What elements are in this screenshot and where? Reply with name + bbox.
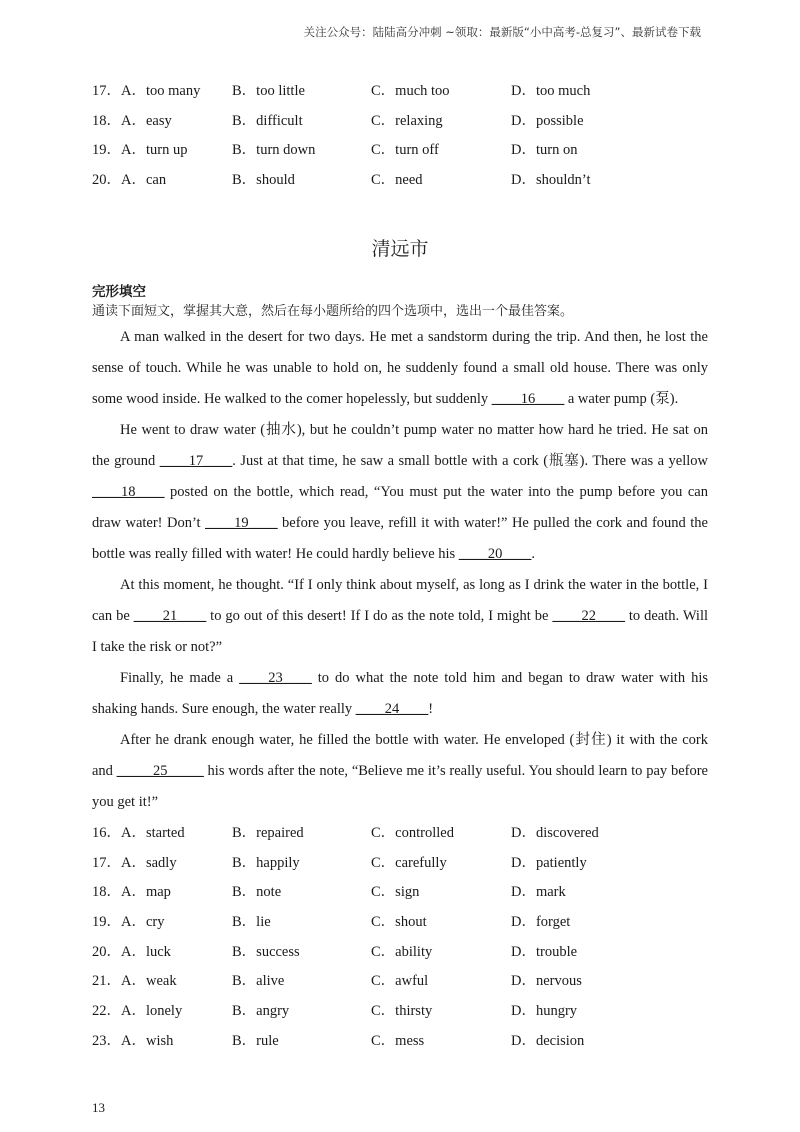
blank-17: ____17____ bbox=[159, 453, 233, 469]
paragraph: Finally, he made a ____23____ to do what the note told him and began to draw water with his shaking hands. Sure enough, the water really ____24____! bbox=[92, 670, 708, 717]
option-c: C．carefully bbox=[371, 854, 447, 871]
option-d: D．shouldn’t bbox=[511, 172, 591, 189]
option-a: 20．A．luck bbox=[92, 943, 171, 960]
question-row bbox=[92, 109, 732, 139]
option-d: D．patiently bbox=[511, 854, 587, 871]
blank-16: ____16____ bbox=[491, 391, 565, 407]
cloze-passage bbox=[92, 322, 708, 818]
option-b: B．note bbox=[232, 884, 282, 901]
blank-23: ____23____ bbox=[239, 670, 312, 686]
option-b: B．success bbox=[232, 943, 300, 960]
instructions: 通读下面短文，掌握其大意，然后在每小题所给的四个选项中，选出一个最佳答案。 bbox=[92, 304, 574, 319]
question-row bbox=[92, 969, 732, 999]
blank-20: ____20____ bbox=[458, 546, 532, 562]
blank-18: ____18____ bbox=[92, 484, 165, 500]
option-a: 23．A．wish bbox=[92, 1032, 174, 1049]
question-row bbox=[92, 821, 732, 851]
option-b: B．should bbox=[232, 172, 295, 189]
option-a: 17．A．too many bbox=[92, 83, 201, 99]
question-row bbox=[92, 1029, 732, 1059]
option-d: D．forget bbox=[511, 914, 571, 931]
question-row bbox=[92, 168, 732, 198]
blank-25: _____25_____ bbox=[116, 763, 204, 779]
option-d: D．mark bbox=[511, 884, 566, 901]
question-row bbox=[92, 940, 732, 970]
option-b: B．angry bbox=[232, 1003, 290, 1020]
option-d: D．trouble bbox=[511, 943, 578, 960]
city-heading: 清远市 bbox=[371, 238, 429, 260]
option-c: C．awful bbox=[371, 973, 429, 990]
option-d: D．possible bbox=[511, 112, 584, 129]
option-c: C．mess bbox=[371, 1032, 425, 1049]
option-c: C．need bbox=[371, 172, 423, 189]
question-row bbox=[92, 910, 732, 940]
question-row bbox=[92, 880, 732, 910]
option-d: D．decision bbox=[511, 1032, 585, 1049]
option-b: B．repaired bbox=[232, 825, 304, 841]
option-a: 16．A．started bbox=[92, 825, 185, 841]
option-b: B．lie bbox=[232, 914, 271, 931]
blank-19: ____19____ bbox=[205, 515, 278, 531]
option-c: C．much too bbox=[371, 83, 450, 99]
option-b: B．alive bbox=[232, 973, 285, 990]
option-c: C．relaxing bbox=[371, 112, 443, 129]
question-row bbox=[92, 138, 732, 168]
option-a: 17．A．sadly bbox=[92, 854, 177, 871]
option-a: 22．A．lonely bbox=[92, 1003, 183, 1020]
blank-21: ____21____ bbox=[133, 608, 207, 624]
option-c: C．controlled bbox=[371, 825, 454, 841]
option-b: B．rule bbox=[232, 1032, 279, 1049]
option-b: B．happily bbox=[232, 854, 300, 871]
option-c: C．ability bbox=[371, 943, 433, 960]
blank-22: ____22____ bbox=[552, 608, 625, 624]
option-d: D．discovered bbox=[511, 825, 599, 841]
paragraph: A man walked in the desert for two days. He met a sandstorm during the trip. And then, he lost the sense of touch. While he was unable to hold on, he suddenly found a small old house. There was only some wood inside. He walked to the comer hopelessly, but suddenly ____16____ a water pump (泵). bbox=[92, 329, 708, 407]
page-number: 13 bbox=[92, 1100, 105, 1115]
option-c: C．turn off bbox=[371, 142, 439, 159]
question-row bbox=[92, 851, 732, 881]
section-title: 完形填空 bbox=[92, 284, 146, 300]
option-a: 19．A．turn up bbox=[92, 142, 188, 159]
option-a: 21．A．weak bbox=[92, 973, 177, 990]
paragraph: He went to draw water (抽水), but he couldn’t pump water no matter how hard he tried. He sat on the ground ____17____. Just at that time, he saw a small bottle with a cork (瓶塞). There was a yellow ____18____ posted on the bottle, which read, “You must put the water into the pump before you can draw water! Don’t ____19____ before you leave, refill it with water!” He pulled the cork and found the bottle was really filled with water! He could hardly believe his ____20____. bbox=[92, 422, 708, 562]
top-options-list bbox=[92, 79, 732, 198]
option-a: 19．A．cry bbox=[92, 914, 165, 931]
option-a: 18．A．map bbox=[92, 884, 171, 901]
question-row bbox=[92, 79, 732, 109]
option-d: D．turn on bbox=[511, 142, 578, 159]
option-c: C．thirsty bbox=[371, 1003, 433, 1020]
bottom-options-list bbox=[92, 821, 732, 1059]
option-a: 20．A．can bbox=[92, 172, 167, 189]
blank-24: ____24____ bbox=[355, 701, 429, 717]
option-c: C．sign bbox=[371, 884, 420, 901]
option-a: 18．A．easy bbox=[92, 112, 172, 129]
paragraph: After he drank enough water, he filled the bottle with water. He enveloped (封住) it with the cork and _____25_____ his words after the note, “Believe me it’s really useful. You should learn to pay before you get it!” bbox=[92, 732, 708, 810]
paragraph: At this moment, he thought. “If I only think about myself, as long as I drink the water in the bottle, I can be ____21____ to go out of this desert! If I do as the note told, I might be ____22____ to death. Will I take the risk or not?” bbox=[92, 577, 709, 655]
option-d: D．too much bbox=[511, 83, 591, 99]
option-d: D．hungry bbox=[511, 1003, 578, 1020]
option-b: B．too little bbox=[232, 83, 305, 99]
option-c: C．shout bbox=[371, 914, 427, 931]
option-b: B．difficult bbox=[232, 112, 303, 129]
option-b: B．turn down bbox=[232, 142, 316, 159]
question-row bbox=[92, 999, 732, 1029]
option-d: D．nervous bbox=[511, 973, 582, 990]
page-header: 关注公众号：陆陆高分冲刺 ~领取：最新版“小中高考-总复习”、最新试卷下载 bbox=[303, 25, 701, 39]
